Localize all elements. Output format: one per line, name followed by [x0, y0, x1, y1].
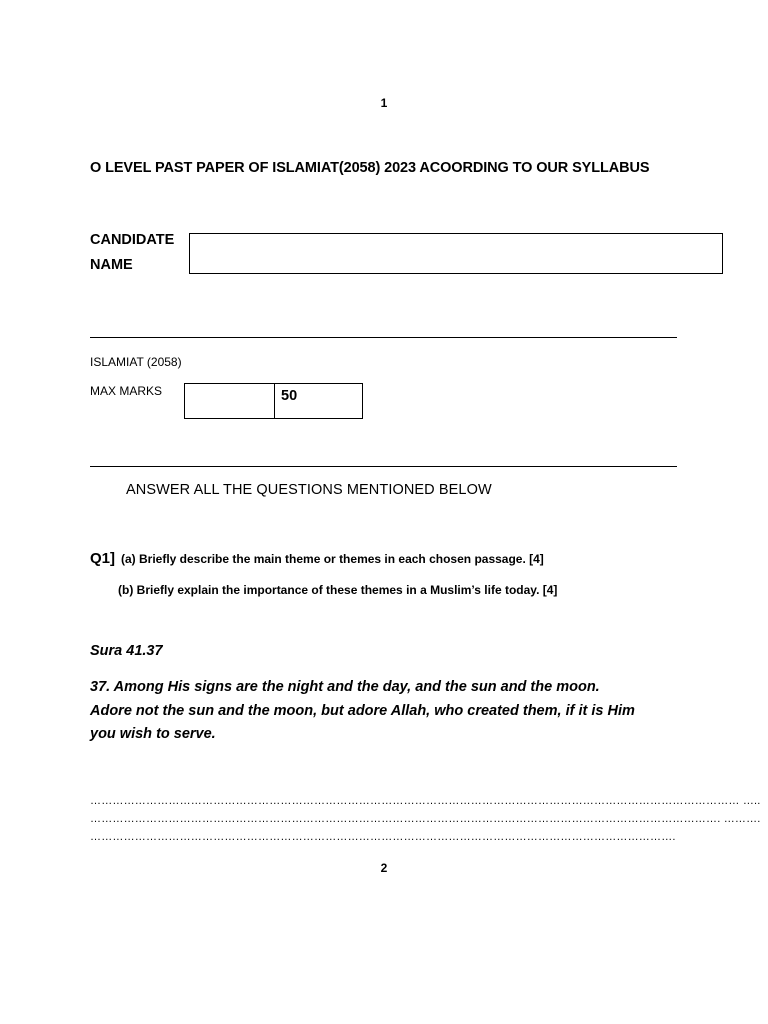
paper-title: O LEVEL PAST PAPER OF ISLAMIAT(2058) 2023 ACOORDING TO OUR SYLLABUS: [90, 160, 650, 176]
candidate-label-line2: NAME: [90, 257, 133, 273]
page-number-top: 1: [380, 96, 388, 110]
page-number-bottom: 2: [380, 861, 388, 875]
verse-line: Adore not the sun and the moon, but adore Allah, who created them, if it is Him: [90, 702, 635, 719]
max-marks-label: MAX MARKS: [90, 384, 163, 398]
verse-passage: [90, 676, 690, 747]
answer-line[interactable]: ……………………………………………………………………………………………………………………………………………………. ……….: [90, 813, 761, 825]
max-marks-blank-cell[interactable]: [185, 384, 275, 418]
max-marks-box: [184, 383, 363, 419]
candidate-name-label: [90, 228, 174, 278]
verse-line: you wish to serve.: [90, 726, 216, 742]
divider-line-1: [90, 337, 677, 338]
question-part-a: (a) Briefly describe the main theme or themes in each chosen passage. [4]: [121, 552, 544, 566]
sura-reference: Sura 41.37: [90, 643, 163, 659]
answer-line[interactable]: ………………………………………………………………………………………………………………………………………….: [90, 831, 676, 843]
candidate-name-field[interactable]: [189, 233, 723, 274]
verse-line: 37. Among His signs are the night and the day, and the sun and the moon.: [90, 679, 600, 695]
candidate-label-line1: CANDIDATE: [90, 232, 175, 248]
max-marks-value: 50: [281, 388, 298, 404]
instruction-heading: ANSWER ALL THE QUESTIONS MENTIONED BELOW: [126, 482, 492, 498]
subject-code: ISLAMIAT (2058): [90, 355, 182, 369]
divider-line-2: [90, 466, 677, 467]
answer-line[interactable]: ………………………………………………………………………………………………………………………………………………………… …..: [90, 795, 761, 807]
question-part-b: (b) Briefly explain the importance of these themes in a Muslim’s life today. [4]: [118, 583, 558, 597]
question-number: Q1]: [90, 550, 116, 567]
